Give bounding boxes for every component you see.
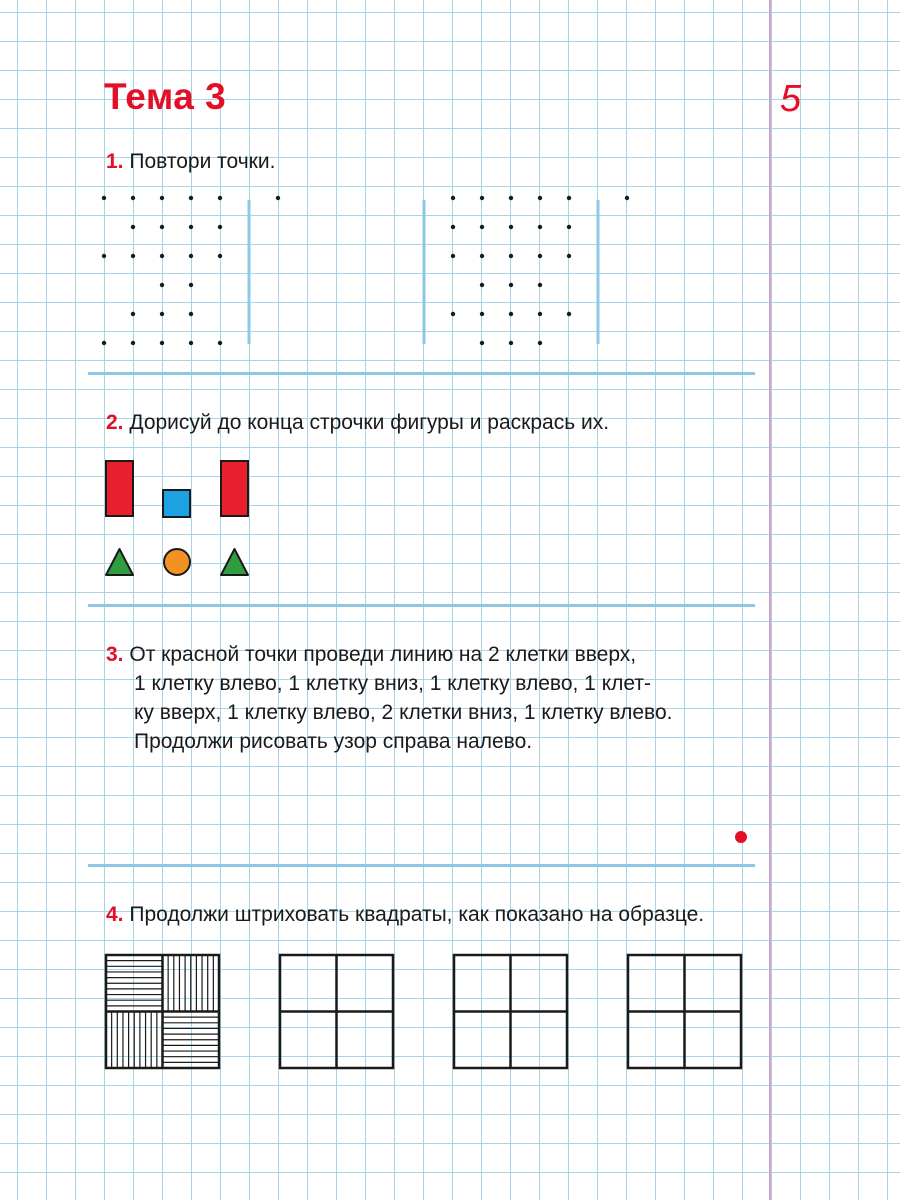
task-3-line-4: Продолжи рисовать узор справа налево. [134,730,533,753]
task-4-number: 4. [106,903,124,926]
task-1-number: 1. [106,150,124,173]
task-3-line-2: 1 клетку влево, 1 клетку вниз, 1 клетку влево, 1 клет- [134,672,651,695]
empty-square [454,955,567,1068]
page-title: Тема 3 [104,76,227,117]
task-2-number: 2. [106,411,124,434]
task-1-text: Повтори точки. [129,150,276,173]
task-2-text: Дорисуй до конца строчки фигуры и раскрась их. [129,411,610,434]
empty-square [280,955,393,1068]
task-3-number: 3. [106,643,124,666]
task-3-line-3: ку вверх, 1 клетку влево, 2 клетки вниз, 1 клетку влево. [134,701,673,724]
page-number: 5 [780,78,802,120]
hatched-sample-square [106,955,219,1068]
empty-square [628,955,741,1068]
task-3-text: От красной точки проведи линию на 2 клетки вверх, [129,643,637,666]
task-4-text: Продолжи штриховать квадраты, как показано на образце. [129,903,705,926]
